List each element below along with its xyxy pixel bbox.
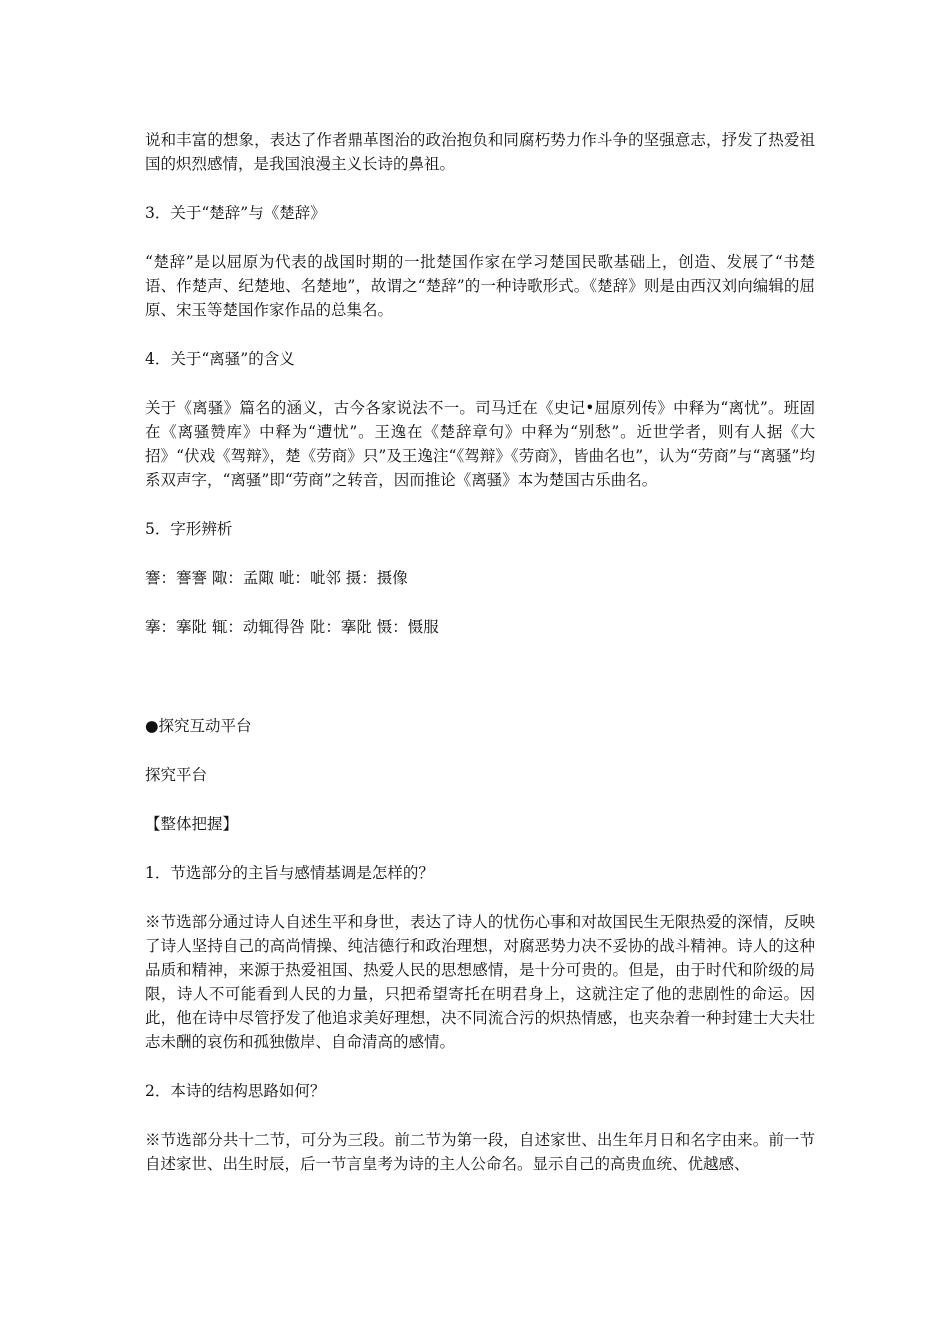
heading-lisao-meaning: 4．关于“离骚”的含义 [145, 350, 295, 368]
section-gap [145, 664, 815, 714]
answer-2: ※节选部分共十二节，可分为三段。前二节为第一段，自述家世、出生年月日和名字由来。前一节自述家世、出生时辰，后一节言皇考为诗的主人公命名。显示自己的高贵血统、优越感、 [145, 1131, 815, 1173]
answer-1: ※节选部分通过诗人自述生平和身世，表达了诗人的忧伤心事和对故国民生无限热爱的深情，反映了诗人坚持自己的高尚情操、纯洁德行和政治理想，对腐恶势力决不妥协的战斗精神。诗人的这种品质和精神，来源于热爱祖国、热爱人民的思想感情，是十分可贵的。但是，由于时代和阶级的局限，诗人不可能看到人民的力量，只把希望寄托在明君身上，这就注定了他的悲剧性的命运。因此，他在诗中尽管抒发了他追求美好理想，决不同流合污的炽热情感，也夹杂着一种封建士大夫壮志未酬的哀伤和孤独傲岸、自命清高的感情。 [145, 913, 815, 1051]
question-2: 2．本诗的结构思路如何？ [145, 1082, 326, 1100]
section-title: ●探究互动平台 [145, 717, 252, 735]
bracket-title: 【整体把握】 [145, 815, 239, 833]
paragraph-intro-continuation: 说和丰富的想象，表达了作者鼎革图治的政治抱负和同腐朽势力作斗争的坚强意志，抒发了热爱祖国的炽烈感情，是我国浪漫主义长诗的鼻祖。 [145, 131, 815, 173]
sub-title: 探究平台 [145, 766, 208, 784]
paragraph-chuci: “楚辞”是以屈原为代表的战国时期的一批楚国作家在学习楚国民歌基础上，创造、发展了“书楚语、作楚声、纪楚地、名楚地”，故谓之“楚辞”的一种诗歌形式。《楚辞》则是由西汉刘向编辑的屈原、宋玉等楚国作家作品的总集名。 [145, 253, 815, 319]
paragraph-glyph-row-2: 搴：搴阰 辄：动辄得咎 阰：搴阰 慑：慑服 [145, 618, 439, 636]
heading-glyph-analysis: 5．字形辨析 [145, 520, 233, 538]
question-1: 1．节选部分的主旨与感情基调是怎样的？ [145, 864, 434, 882]
heading-chuci: 3．关于“楚辞”与《楚辞》 [145, 204, 326, 222]
paragraph-lisao-meaning: 关于《离骚》篇名的涵义，古今各家说法不一。司马迁在《史记•屈原列传》中释为“离忧”。班固在《离骚赞库》中释为“遭忧”。王逸在《楚辞章句》中释为“别愁”。近世学者，则有人据《大招》“伏戏《驾辩》，楚《劳商》只”及王逸注“《驾辩》《劳商》，皆曲名也”，认为“劳商”与“离骚”均系双声字，“离骚”即“劳商”之转音，因而推论《离骚》本为楚国古乐曲名。 [145, 399, 815, 489]
paragraph-glyph-row-1: 謇：謇謇 陬：孟陬 呲：呲邻 摄：摄像 [145, 569, 408, 587]
document-page [145, 128, 815, 1201]
